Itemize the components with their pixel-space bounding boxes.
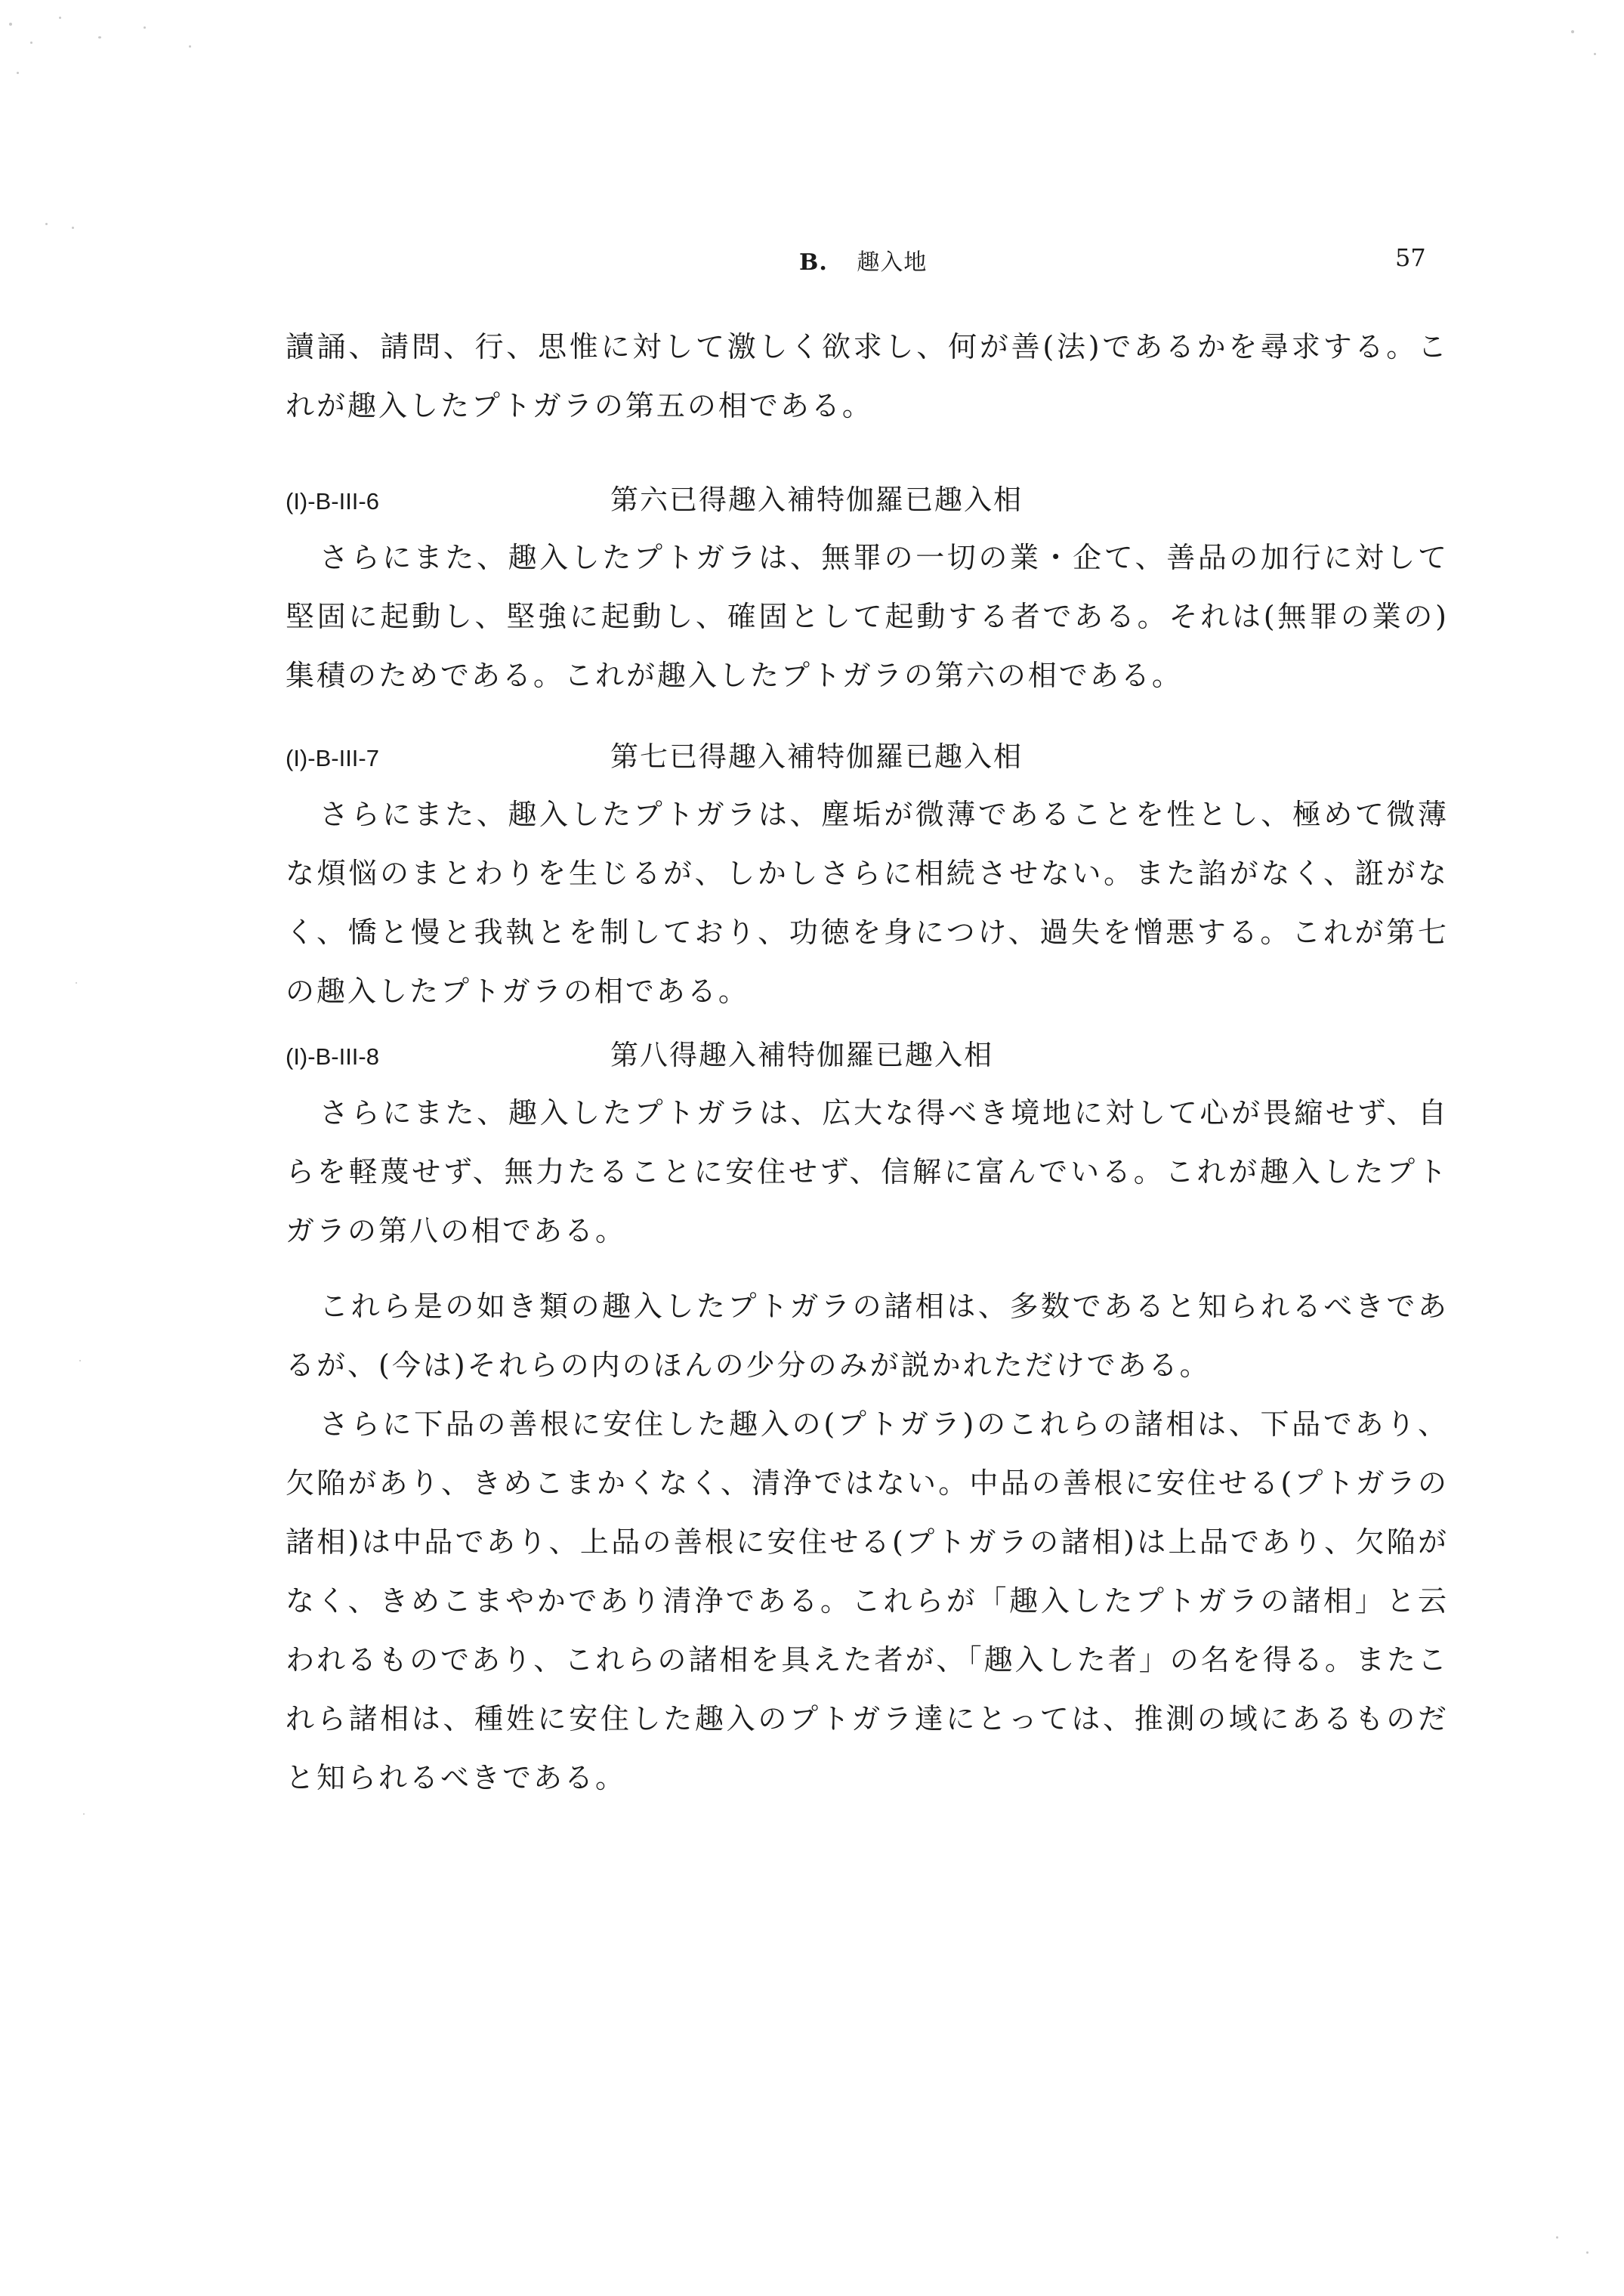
section-8 <box>286 1027 1449 1260</box>
section-body <box>286 528 1449 705</box>
section-body <box>286 785 1449 1021</box>
section-heading <box>286 1027 1449 1083</box>
section-id: (I)-B-III-7 <box>286 745 379 771</box>
section-6 <box>286 472 1449 705</box>
section-heading <box>286 729 1449 785</box>
running-head <box>799 243 927 277</box>
section-paragraph: さらにまた、趣入したプトガラは、無罪の一切の業・企て、善品の加行に対して堅固に起動し、堅強に起動し、確固として起動する者である。それは(無罪の業の)集積のためである。これが趣入したプトガラの第六の相である。 <box>286 541 1449 692</box>
closing-paragraph-1: これら是の如き類の趣入したプトガラの諸相は、多数であると知られるべきであるが、(今は)それらの内のほんの少分のみが説かれただけである。 <box>286 1290 1449 1382</box>
page-number: 57 <box>1395 243 1426 272</box>
running-head-title: 趣入地 <box>857 249 928 276</box>
section-heading <box>286 472 1449 528</box>
closing-paragraph-2: さらに下品の善根に安住した趣入の(プトガラ)のこれらの諸相は、下品であり、欠陥があり、きめこまかくなく、清浄ではない。中品の善根に安住せる(プトガラの諸相)は中品であり、上品の善根に安住せる(プトガラの諸相)は上品であり、欠陥がなく、きめこまやかであり清浄である。これらが「趣入したプトガラの諸相」と云われるものであり、これらの諸相を具えた者が、「趣入した者」の名を得る。またこれら諸相は、種姓に安住した趣入のプトガラ達にとっては、推測の域にあるものだと知られるべきである。 <box>286 1408 1449 1794</box>
section-title: 第六已得趣入補特伽羅已趣入相 <box>610 484 1023 516</box>
opening-paragraph-block <box>286 317 1449 435</box>
section-body <box>286 1083 1449 1260</box>
section-id: (I)-B-III-6 <box>286 488 379 515</box>
section-paragraph: さらにまた、趣入したプトガラは、塵垢が微薄であることを性とし、極めて微薄な煩悩のまとわりを生じるが、しかしさらに相続させない。また諂がなく、誑がなく、憍と慢と我執とを制しており、功徳を身につけ、過失を憎悪する。これが第七の趣入したプトガラの相である。 <box>286 798 1449 1008</box>
section-title: 第七已得趣入補特伽羅已趣入相 <box>610 740 1023 773</box>
section-7 <box>286 729 1449 1021</box>
section-title: 第八得趣入補特伽羅已趣入相 <box>610 1039 993 1071</box>
section-paragraph: さらにまた、趣入したプトガラは、広大な得べき境地に対して心が畏縮せず、自らを軽蔑せず、無力たることに安住せず、信解に富んでいる。これが趣入したプトガラの第八の相である。 <box>286 1096 1449 1247</box>
running-head-section-letter: B. <box>799 249 828 276</box>
closing-paragraphs <box>286 1277 1449 1807</box>
opening-paragraph: 讀誦、請問、行、思惟に対して激しく欲求し、何が善(法)であるかを尋求する。これが趣入したプトガラの第五の相である。 <box>286 330 1449 422</box>
section-id: (I)-B-III-8 <box>286 1043 379 1070</box>
